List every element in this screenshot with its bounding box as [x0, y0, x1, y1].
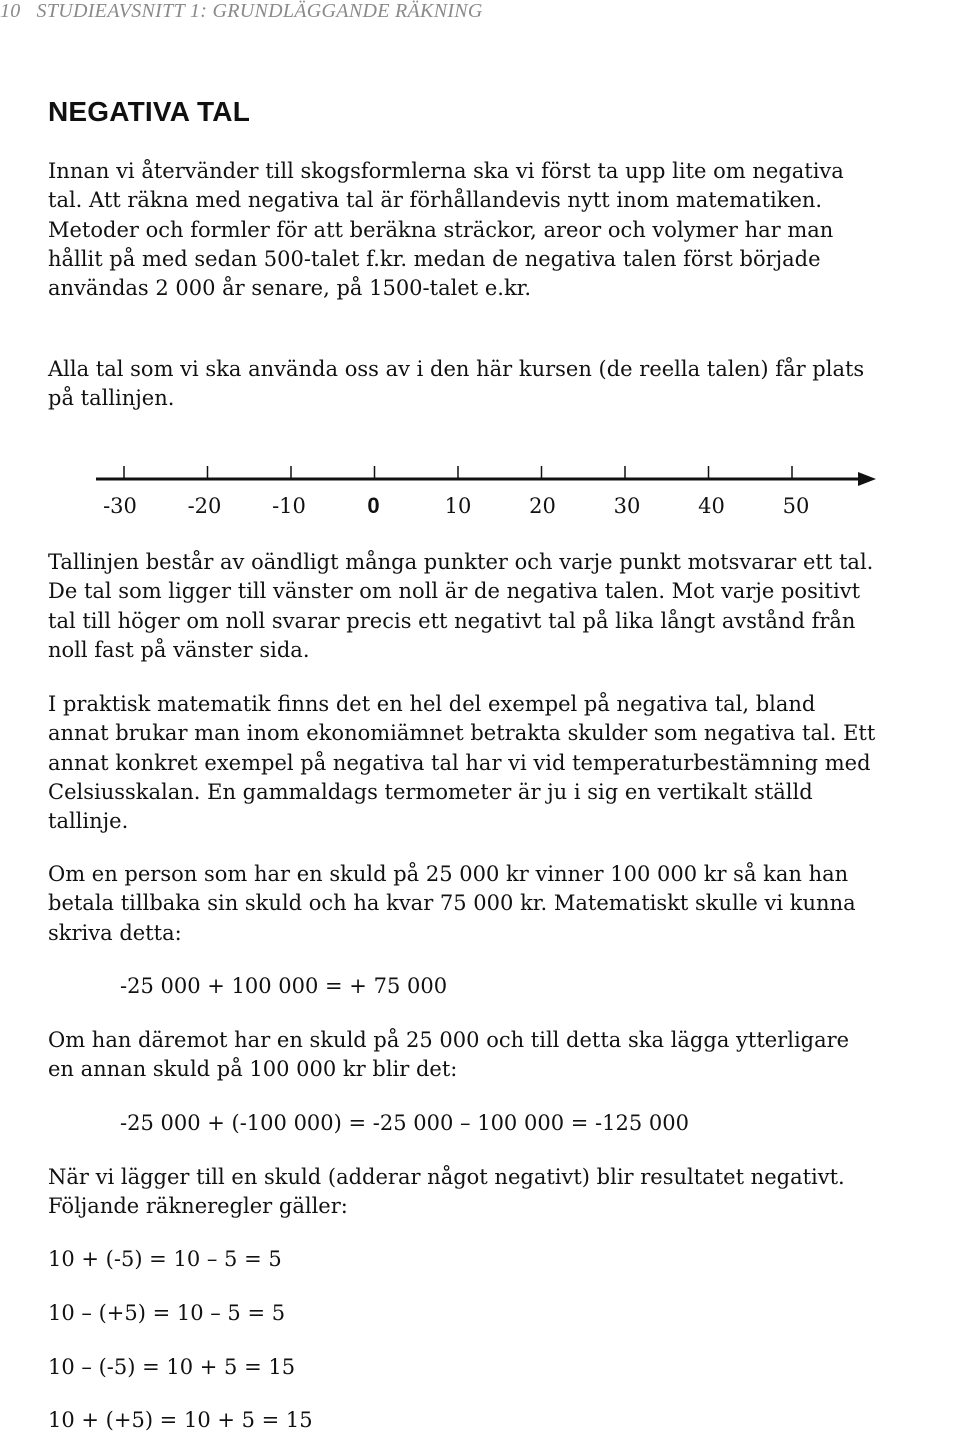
section-title: NEGATIVA TAL [48, 96, 251, 127]
tick-label--10: -10 [272, 494, 306, 518]
number-line-arrowhead [858, 472, 876, 486]
running-title: STUDIEAVSNITT 1: GRUNDLÄGGANDE RÄKNING [36, 0, 483, 22]
tick-label-40: 40 [698, 494, 725, 518]
paragraph-number-line: Tallinjen består av oändligt många punkter och varje punkt motsvarar ett tal. De tal som ligger till vänster om noll är de negativa talen. Mot varje positivt tal till höger om noll svarar precis ett negativt tal på lika långt avstånd från noll fast på vänster sida. [48, 550, 874, 662]
paragraph-examples: I praktisk matematik finns det en hel del exempel på negativa tal, bland annat brukar man inom ekonomiämnet betrakta skulder som negativa tal. Ett annat konkret exempel på negativa tal har vi vid temperaturbestämning med Celsiusskalan. En gammaldags termometer är ju i sig en vertikalt ställd tallinje. [48, 692, 876, 834]
rule-3: 10 – (-5) = 10 + 5 = 15 [48, 1355, 296, 1379]
tick-label--30: -30 [103, 494, 137, 518]
tick-label-20: 20 [529, 494, 556, 518]
tick-label-10: 10 [444, 494, 472, 518]
rule-2: 10 – (+5) = 10 – 5 = 5 [48, 1301, 286, 1325]
number-line [0, 455, 960, 535]
paragraph-rules-intro: När vi lägger till en skuld (adderar något negativt) blir resultatet negativt. Följande räkneregler gäller: [48, 1165, 845, 1219]
running-header [0, 0, 483, 23]
paragraph-debt-win: Om en person som har en skuld på 25 000 kr vinner 100 000 kr så kan han betala tillbaka sin skuld och ha kvar 75 000 kr. Matematiskt skulle vi kunna skriva detta: [48, 862, 856, 945]
rule-4: 10 + (+5) = 10 + 5 = 15 [48, 1408, 313, 1432]
tick-label--20: -20 [187, 494, 222, 518]
paragraph-intro: Innan vi återvänder till skogsformlerna ska vi först ta upp lite om negativa tal. Att räkna med negativa tal är förhållandevis nytt inom matematiken. Metoder och formler för att beräkna sträckor, areor och volymer har man hållit på med sedan 500-talet f.kr. medan de negativa talen först började användas 2 000 år senare, på 1500-talet e.kr. [48, 159, 844, 301]
equation-1: -25 000 + 100 000 = + 75 000 [120, 974, 448, 998]
paragraph-real-numbers: Alla tal som vi ska använda oss av i den här kursen (de reella talen) får plats på tallinjen. [48, 357, 865, 411]
equation-2: -25 000 + (-100 000) = -25 000 – 100 000 = -125 000 [120, 1111, 689, 1135]
tick-label-30: 30 [613, 494, 641, 518]
tick-label-50: 50 [782, 494, 810, 518]
paragraph-debt-add: Om han däremot har en skuld på 25 000 och till detta ska lägga ytterligare en annan skuld på 100 000 kr blir det: [48, 1028, 850, 1082]
rule-1: 10 + (-5) = 10 – 5 = 5 [48, 1247, 282, 1271]
page-number: 10 [0, 0, 21, 22]
tick-label-0: 0 [367, 493, 380, 518]
